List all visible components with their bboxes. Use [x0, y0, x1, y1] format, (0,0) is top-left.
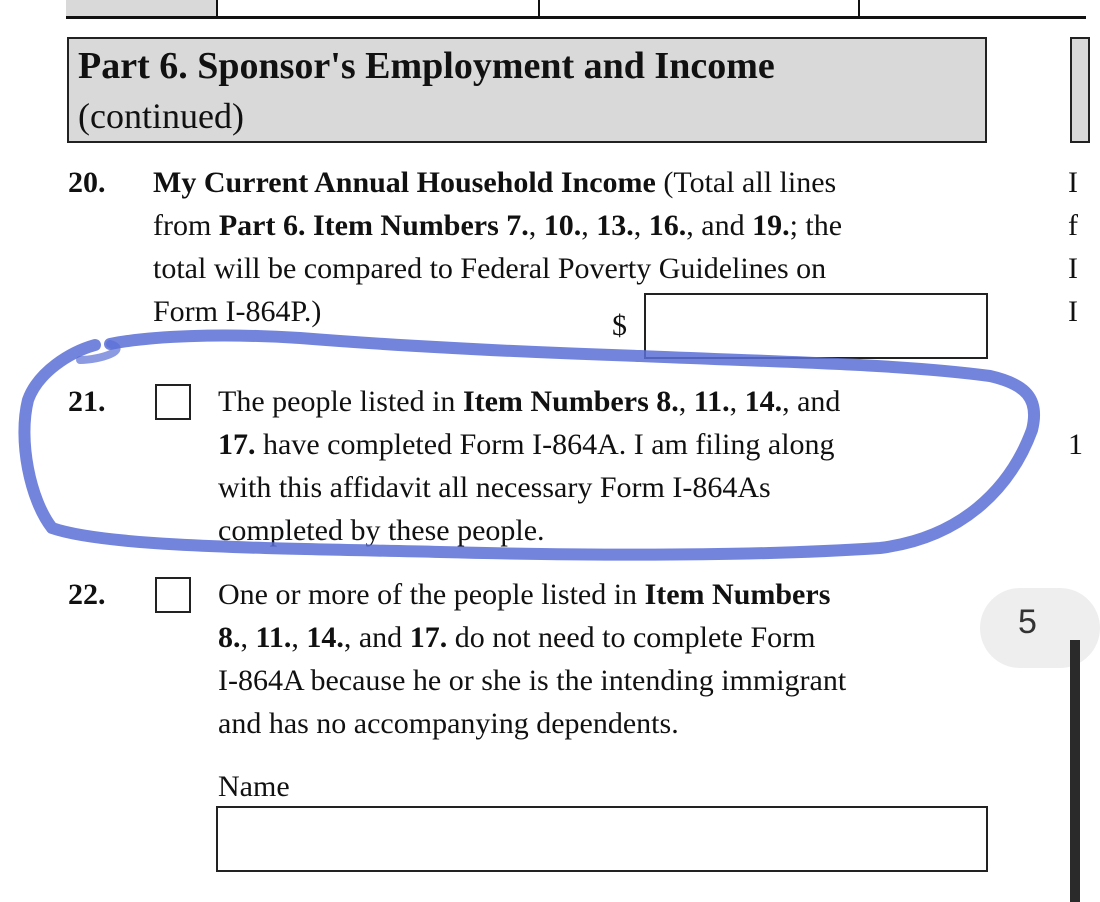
clipped-column-text: 1	[1068, 428, 1083, 461]
part-title: Part 6. Sponsor's Employment and Income	[78, 45, 775, 87]
item-20-line-1: My Current Annual Household Income (Total all lines	[153, 166, 837, 199]
item-21-line-1: The people listed in Item Numbers 8., 11., 14., and	[218, 385, 841, 418]
item-20-line-3: total will be compared to Federal Poverty Guidelines on	[153, 252, 827, 285]
item-number-21: 21.	[68, 385, 106, 418]
item-21-checkbox[interactable]	[155, 384, 191, 420]
scrollbar-track[interactable]	[1070, 640, 1080, 902]
item-20-line-4: Form I-864P.)	[153, 295, 322, 328]
name-input[interactable]	[216, 806, 988, 872]
clipped-column-text: I	[1068, 166, 1078, 199]
item-22-line-3: I-864A because he or she is the intending immigrant	[218, 664, 847, 697]
clipped-column-text: f	[1068, 209, 1078, 242]
item-number-20: 20.	[68, 166, 106, 199]
table-divider	[538, 0, 540, 16]
clipped-column-text: I	[1068, 295, 1078, 328]
previous-table-row	[66, 0, 1086, 19]
adjacent-column-header	[1070, 37, 1090, 143]
currency-symbol: $	[612, 309, 627, 342]
item-20-line-2: from Part 6. Item Numbers 7., 10., 13., 16., and 19.; the	[153, 209, 843, 242]
page-indicator[interactable]	[980, 588, 1100, 668]
item-22-line-4: and has no accompanying dependents.	[218, 707, 679, 740]
clipped-column-text: I	[1068, 252, 1078, 285]
table-divider	[858, 0, 860, 16]
table-divider	[216, 0, 218, 16]
item-22-checkbox[interactable]	[155, 577, 191, 613]
item-22-line-1: One or more of the people listed in Item Numbers	[218, 578, 831, 611]
part-subtitle: (continued)	[78, 96, 244, 136]
page-number: 5	[1018, 603, 1037, 641]
item-21-line-2: 17. have completed Form I-864A. I am filing along	[218, 428, 835, 461]
part-header	[67, 37, 987, 143]
item-21-line-3: with this affidavit all necessary Form I-864As	[218, 471, 771, 504]
name-label: Name	[218, 770, 290, 803]
item-21-line-4: completed by these people.	[218, 514, 545, 547]
item-22-line-2: 8., 11., 14., and 17. do not need to complete Form	[218, 621, 816, 654]
item-number-22: 22.	[68, 578, 106, 611]
household-income-input[interactable]	[644, 293, 988, 359]
